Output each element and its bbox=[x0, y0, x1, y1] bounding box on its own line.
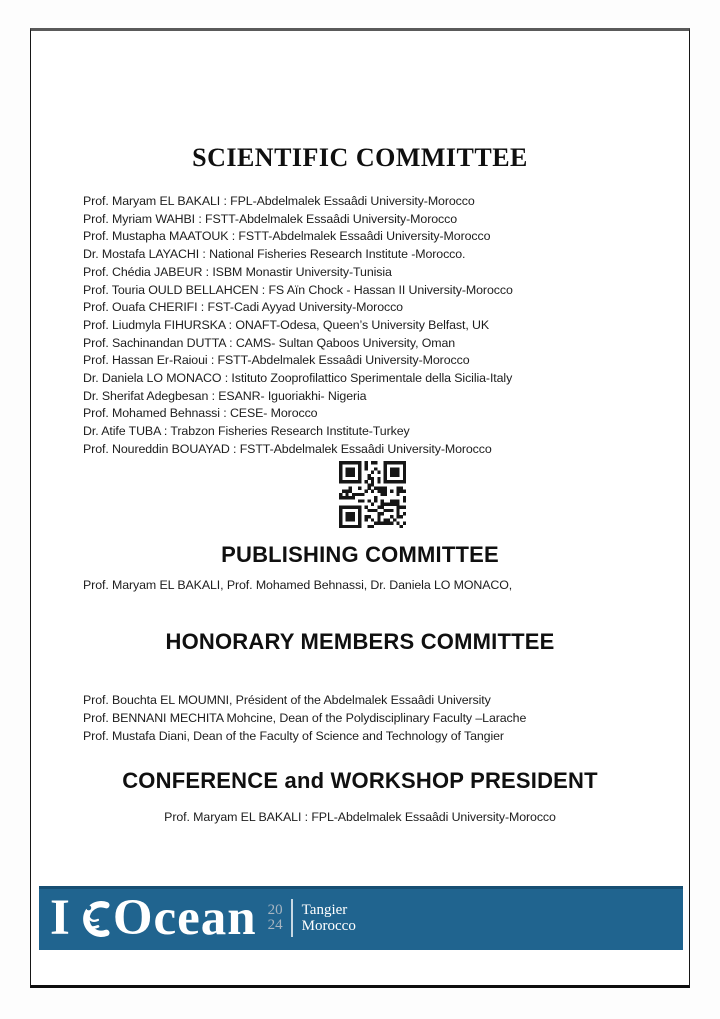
wave-c-icon bbox=[73, 895, 110, 943]
committee-member-row: Dr. Daniela LO MONACO : Istituto Zooprofilattico Sperimentale della Sicilia-Italy bbox=[83, 371, 513, 386]
conference-president-line: Prof. Maryam EL BAKALI : FPL-Abdelmalek Essaâdi University-Morocco bbox=[164, 810, 556, 824]
committee-member-row: Dr. Atife TUBA : Trabzon Fisheries Research Institute-Turkey bbox=[83, 424, 410, 439]
logo-divider bbox=[291, 899, 293, 937]
honorary-member-row: Prof. Bouchta EL MOUMNI, Président of the Abdelmalek Essaâdi University bbox=[83, 693, 491, 707]
publishing-members-line: Prof. Maryam EL BAKALI, Prof. Mohamed Behnassi, Dr. Daniela LO MONACO, bbox=[83, 578, 513, 592]
committee-member-row: Prof. Mustapha MAATOUK : FSTT-Abdelmalek Essaâdi University-Morocco bbox=[83, 229, 491, 244]
honorary-member-row: Prof. Mustafa Diani, Dean of the Faculty of Science and Technology of Tangier bbox=[83, 729, 504, 744]
qr-code-icon bbox=[339, 461, 406, 528]
icocean-logo bbox=[50, 889, 257, 946]
logo-location-country: Morocco bbox=[301, 918, 356, 934]
logo-letter-i: I bbox=[50, 889, 71, 946]
document-page bbox=[30, 28, 690, 988]
committee-member-row: Prof. Chédia JABEUR : ISBM Monastir University-Tunisia bbox=[83, 264, 392, 279]
logo-text-ocean: Ocean bbox=[112, 889, 257, 946]
committee-member-row: Prof. Noureddin BOUAYAD : FSTT-Abdelmalek Essaâdi University-Morocco bbox=[83, 441, 492, 456]
conference-president-title: CONFERENCE and WORKSHOP PRESIDENT bbox=[122, 768, 598, 793]
committee-member-row: Prof. Liudmyla FIHURSKA : ONAFT-Odesa, Queen’s University Belfast, UK bbox=[83, 317, 490, 332]
committee-member-row: Dr. Mostafa LAYACHI : National Fisheries Research Institute -Morocco. bbox=[83, 247, 466, 262]
honorary-members-list bbox=[83, 691, 526, 746]
publishing-committee-title: PUBLISHING COMMITTEE bbox=[221, 542, 499, 567]
committee-member-row: Prof. Maryam EL BAKALI : FPL-Abdelmalek Essaâdi University-Morocco bbox=[83, 194, 475, 208]
committee-member-row: Prof. Ouafa CHERIFI : FST-Cadi Ayyad University-Morocco bbox=[83, 300, 403, 315]
logo-location bbox=[302, 902, 356, 935]
scientific-committee-title: SCIENTIFIC COMMITTEE bbox=[192, 143, 528, 172]
committee-member-row: Prof. Myriam WAHBI : FSTT-Abdelmalek Essaâdi University-Morocco bbox=[83, 211, 457, 226]
honorary-member-row: Prof. BENNANI MECHITA Mohcine, Dean of the Polydisciplinary Faculty –Larache bbox=[83, 711, 527, 726]
logo-year bbox=[268, 903, 283, 934]
honorary-committee-title: HONORARY MEMBERS COMMITTEE bbox=[165, 629, 555, 654]
committee-member-row: Dr. Sherifat Adegbesan : ESANR- Iguoriakhi- Nigeria bbox=[83, 388, 367, 403]
committee-member-row: Prof. Hassan Er-Raioui : FSTT-Abdelmalek Essaâdi University-Morocco bbox=[83, 353, 470, 368]
logo-location-city: Tangier bbox=[301, 901, 348, 918]
committee-member-row: Prof. Mohamed Behnassi : CESE- Morocco bbox=[83, 406, 318, 421]
footer-banner bbox=[39, 886, 683, 950]
scientific-committee-list bbox=[83, 193, 513, 459]
logo-year-top: 20 bbox=[267, 901, 283, 918]
committee-member-row: Prof. Sachinandan DUTTA : CAMS- Sultan Qaboos University, Oman bbox=[83, 335, 456, 350]
logo-year-bottom: 24 bbox=[267, 917, 283, 933]
committee-member-row: Prof. Touria OULD BELLAHCEN : FS Aïn Chock - Hassan II University-Morocco bbox=[83, 282, 513, 297]
